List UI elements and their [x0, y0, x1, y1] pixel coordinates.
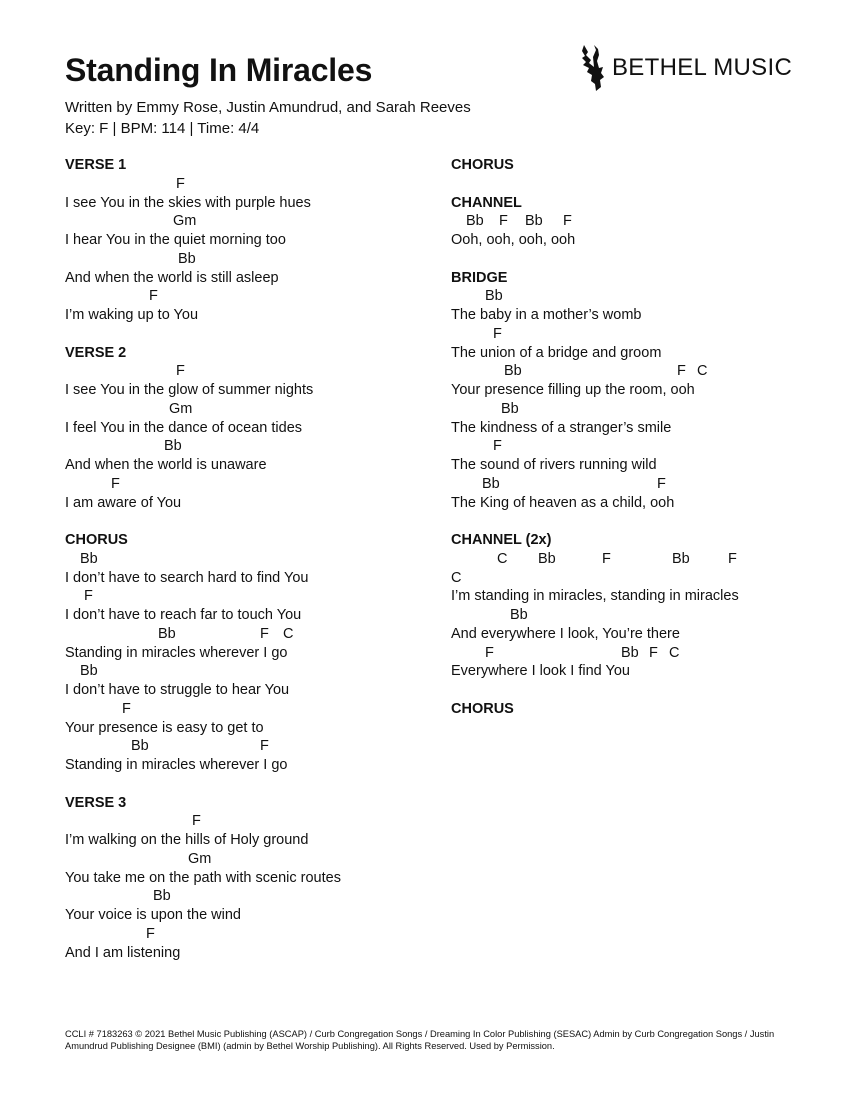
section-verse-1 — [65, 156, 435, 325]
lyric-line: The union of a bridge and groom — [451, 344, 662, 361]
section-title: CHANNEL — [451, 194, 522, 211]
chord-line — [65, 475, 435, 494]
song-title: Standing In Miracles — [65, 52, 373, 88]
lyric-line: And I am listening — [65, 944, 181, 961]
chord: Bb — [510, 607, 528, 623]
chord-line — [451, 400, 831, 419]
section-chorus-final — [451, 700, 831, 719]
lyric-line: I’m standing in miracles, standing in miracles — [451, 588, 739, 605]
chord: F — [149, 288, 158, 305]
chord-line — [451, 475, 831, 494]
chord-line — [65, 250, 435, 269]
section-bridge — [451, 269, 831, 513]
chord: C — [451, 569, 462, 586]
chord: F — [602, 550, 611, 567]
chord: F — [111, 475, 120, 492]
lyric-line: And when the world is still asleep — [65, 269, 279, 286]
chord: F — [260, 738, 269, 755]
chord: F — [485, 644, 494, 661]
section-title: BRIDGE — [451, 269, 508, 286]
chord: Gm — [188, 850, 212, 867]
section-channel-2x — [451, 531, 831, 681]
chord: Bb — [672, 550, 690, 567]
chord: Bb — [80, 550, 98, 567]
song-meta-line: Key: F | BPM: 114 | Time: 4/4 — [65, 120, 260, 137]
chord: C — [497, 550, 508, 567]
lyric-line: Standing in miracles wherever I go — [65, 757, 288, 773]
chord-line — [65, 587, 435, 606]
section-channel — [451, 194, 831, 250]
lyric-line: I’m waking up to You — [65, 307, 199, 323]
chord: Bb — [164, 438, 182, 455]
chord: C — [669, 644, 680, 661]
lyric-line: I don’t have to search hard to find You — [65, 569, 309, 586]
chord: F — [176, 363, 185, 380]
chord: F — [649, 644, 658, 661]
section-title: CHORUS — [451, 700, 514, 717]
section-verse-3 — [65, 794, 435, 963]
chord-line — [65, 700, 435, 719]
chord-line — [451, 550, 831, 569]
chord: C — [283, 625, 294, 642]
chord: Bb — [153, 888, 171, 905]
chord-line — [451, 437, 831, 456]
chord-line — [451, 569, 831, 588]
copyright-footer: CCLI # 7183263 © 2021 Bethel Music Publishing (ASCAP) / Curb Congregation Songs / Dreaming In Color Publishing (SESAC) Admin by Curb Congregation Songs / Justin Amundrud Publishing Designee (BMI) (admin by Bethel Worship Publishing). All Rights Reserved. Used by Permission. — [65, 1029, 775, 1051]
chord: F — [84, 588, 93, 605]
chord: Bb — [621, 644, 639, 661]
chord: Bb — [501, 400, 519, 417]
chord: Gm — [173, 213, 197, 230]
chord-line — [451, 287, 831, 306]
chord: F — [493, 438, 502, 455]
lyric-line: Everywhere I look I find You — [451, 663, 630, 680]
chord-line — [65, 662, 435, 681]
chord-line — [451, 212, 831, 231]
chord: Bb — [131, 738, 149, 755]
chord-line — [451, 325, 831, 344]
chord-line — [65, 287, 435, 306]
chord-line — [65, 550, 435, 569]
chord-line — [65, 362, 435, 381]
chord-line — [65, 625, 435, 644]
lyric-line: And when the world is unaware — [65, 457, 267, 473]
chord: F — [728, 550, 737, 567]
chord: Bb — [178, 250, 196, 267]
lyric-line: I see You in the skies with purple hues — [65, 194, 311, 211]
lyric-line: The sound of rivers running wild — [451, 457, 657, 473]
chord: Bb — [482, 475, 500, 492]
chord: F — [677, 363, 686, 380]
section-chorus-repeat — [451, 156, 831, 175]
chord: Bb — [485, 288, 503, 305]
section-title: CHORUS — [65, 532, 128, 548]
section-title: VERSE 2 — [65, 344, 127, 361]
left-column — [65, 156, 435, 981]
chord-line — [65, 175, 435, 194]
section-title: CHORUS — [451, 157, 514, 173]
lyric-line: The baby in a mother’s womb — [451, 307, 642, 323]
lyric-line: I see You in the glow of summer nights — [65, 382, 314, 398]
chord: F — [260, 625, 269, 642]
chord-line — [65, 737, 435, 756]
lyric-line: I don’t have to struggle to hear You — [65, 682, 290, 698]
lyric-line: The King of heaven as a child, ooh — [451, 494, 675, 511]
lyric-line: I feel You in the dance of ocean tides — [65, 419, 303, 436]
chord: F — [499, 213, 508, 230]
lyric-line: Your presence is easy to get to — [65, 719, 264, 736]
lyric-line: I hear You in the quiet morning too — [65, 232, 286, 248]
lyric-line: Your presence filling up the room, ooh — [451, 382, 695, 398]
logo-text: BETHEL MUSIC — [612, 54, 793, 81]
section-verse-2 — [65, 344, 435, 513]
chord: F — [146, 925, 155, 942]
chord: Gm — [169, 400, 193, 417]
lyric-line: Standing in miracles wherever I go — [65, 644, 288, 661]
lyric-line: I don’t have to reach far to touch You — [65, 607, 302, 623]
lyric-line: You take me on the path with scenic routes — [65, 869, 341, 886]
chord: C — [697, 363, 708, 380]
lyric-line: The kindness of a stranger’s smile — [451, 419, 672, 436]
chord-line — [65, 437, 435, 456]
chord-line — [65, 850, 435, 869]
chord: F — [657, 475, 666, 492]
chord: F — [122, 700, 131, 717]
chord: F — [176, 175, 185, 192]
chord-line — [451, 362, 831, 381]
bethel-music-logo — [580, 42, 792, 94]
lyric-line: Your voice is upon the wind — [65, 907, 241, 923]
chord: Bb — [466, 213, 484, 230]
chord: Bb — [158, 625, 176, 642]
lyric-line: Ooh, ooh, ooh, ooh — [451, 232, 576, 248]
section-chorus — [65, 531, 435, 775]
chord: F — [192, 813, 201, 830]
deer-head-icon — [580, 43, 608, 93]
chord: Bb — [525, 213, 543, 230]
chord: F — [493, 325, 502, 342]
section-title: CHANNEL (2x) — [451, 532, 552, 548]
chord: Bb — [504, 363, 522, 380]
chord: Bb — [538, 550, 556, 567]
chord-line — [65, 812, 435, 831]
chord-line — [65, 212, 435, 231]
chord-line — [65, 887, 435, 906]
lyric-line: I’m walking on the hills of Holy ground — [65, 832, 309, 848]
right-column — [451, 156, 831, 737]
chord: Bb — [80, 663, 98, 680]
section-title: VERSE 3 — [65, 794, 127, 811]
chord-line — [451, 606, 831, 625]
chord-line — [65, 925, 435, 944]
lyric-line: I am aware of You — [65, 494, 182, 511]
section-title: VERSE 1 — [65, 157, 127, 173]
writers-line: Written by Emmy Rose, Justin Amundrud, and Sarah Reeves — [65, 99, 471, 116]
chord-line — [65, 400, 435, 419]
chord: F — [563, 213, 572, 230]
chord-line — [451, 644, 831, 663]
song-credits — [65, 97, 471, 139]
lyric-line: And everywhere I look, You’re there — [451, 625, 680, 642]
